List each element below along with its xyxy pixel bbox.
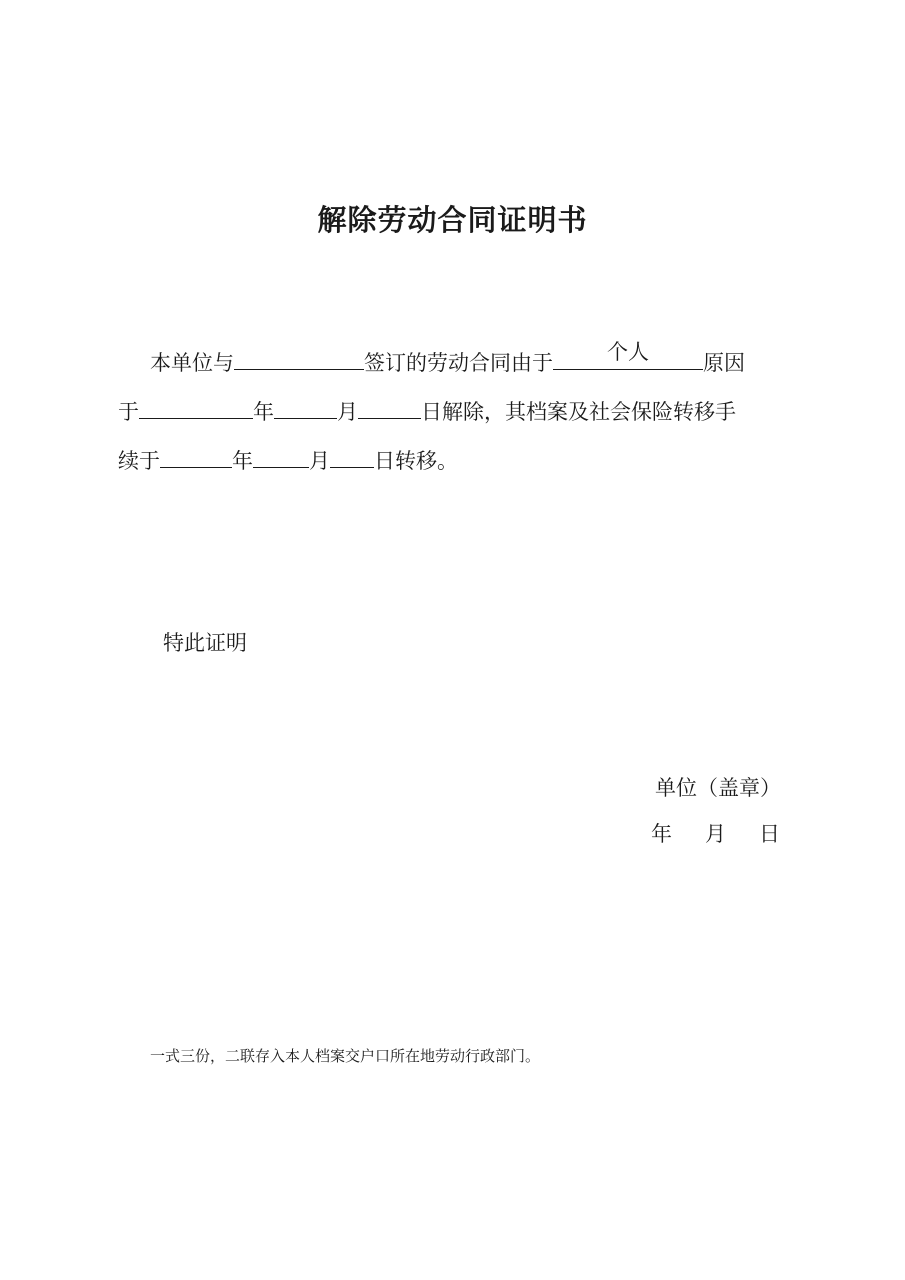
signature-year-label: 年 bbox=[651, 822, 672, 846]
employee-name-blank[interactable] bbox=[234, 345, 364, 370]
body-line-3 bbox=[118, 443, 458, 476]
transfer-month-blank[interactable] bbox=[253, 443, 309, 468]
body-line-1 bbox=[150, 340, 745, 378]
line1-mid: 签订的劳动合同由于 bbox=[364, 351, 553, 375]
transfer-day-blank[interactable] bbox=[330, 443, 374, 468]
line1-suffix: 原因 bbox=[703, 351, 745, 375]
line3-suffix: 日转移。 bbox=[374, 449, 458, 473]
unit-seal-label: 单位（盖章） bbox=[655, 776, 781, 800]
signature-month-label: 月 bbox=[705, 822, 726, 846]
certify-statement: 特此证明 bbox=[163, 631, 247, 655]
line3-prefix: 续于 bbox=[118, 449, 160, 473]
line2-year-label: 年 bbox=[253, 400, 274, 424]
reason-value: 个人 bbox=[607, 340, 649, 364]
signature-day-label: 日 bbox=[759, 822, 780, 846]
line2-prefix: 于 bbox=[118, 400, 139, 424]
termination-month-blank[interactable] bbox=[274, 394, 337, 419]
document-title: 解除劳动合同证明书 bbox=[317, 203, 588, 237]
transfer-year-blank[interactable] bbox=[160, 443, 232, 468]
line3-year-label: 年 bbox=[232, 449, 253, 473]
line2-month-label: 月 bbox=[337, 400, 358, 424]
termination-day-blank[interactable] bbox=[358, 394, 421, 419]
line2-suffix: 日解除，其档案及社会保险转移手 bbox=[421, 400, 736, 424]
body-line-2 bbox=[118, 394, 736, 427]
termination-year-blank[interactable] bbox=[139, 394, 253, 419]
line3-month-label: 月 bbox=[309, 449, 330, 473]
footnote: 一式三份，二联存入本人档案交户口所在地劳动行政部门。 bbox=[150, 1047, 541, 1065]
signature-date bbox=[651, 819, 780, 849]
reason-blank[interactable] bbox=[553, 340, 703, 370]
line1-prefix: 本单位与 bbox=[150, 351, 234, 375]
